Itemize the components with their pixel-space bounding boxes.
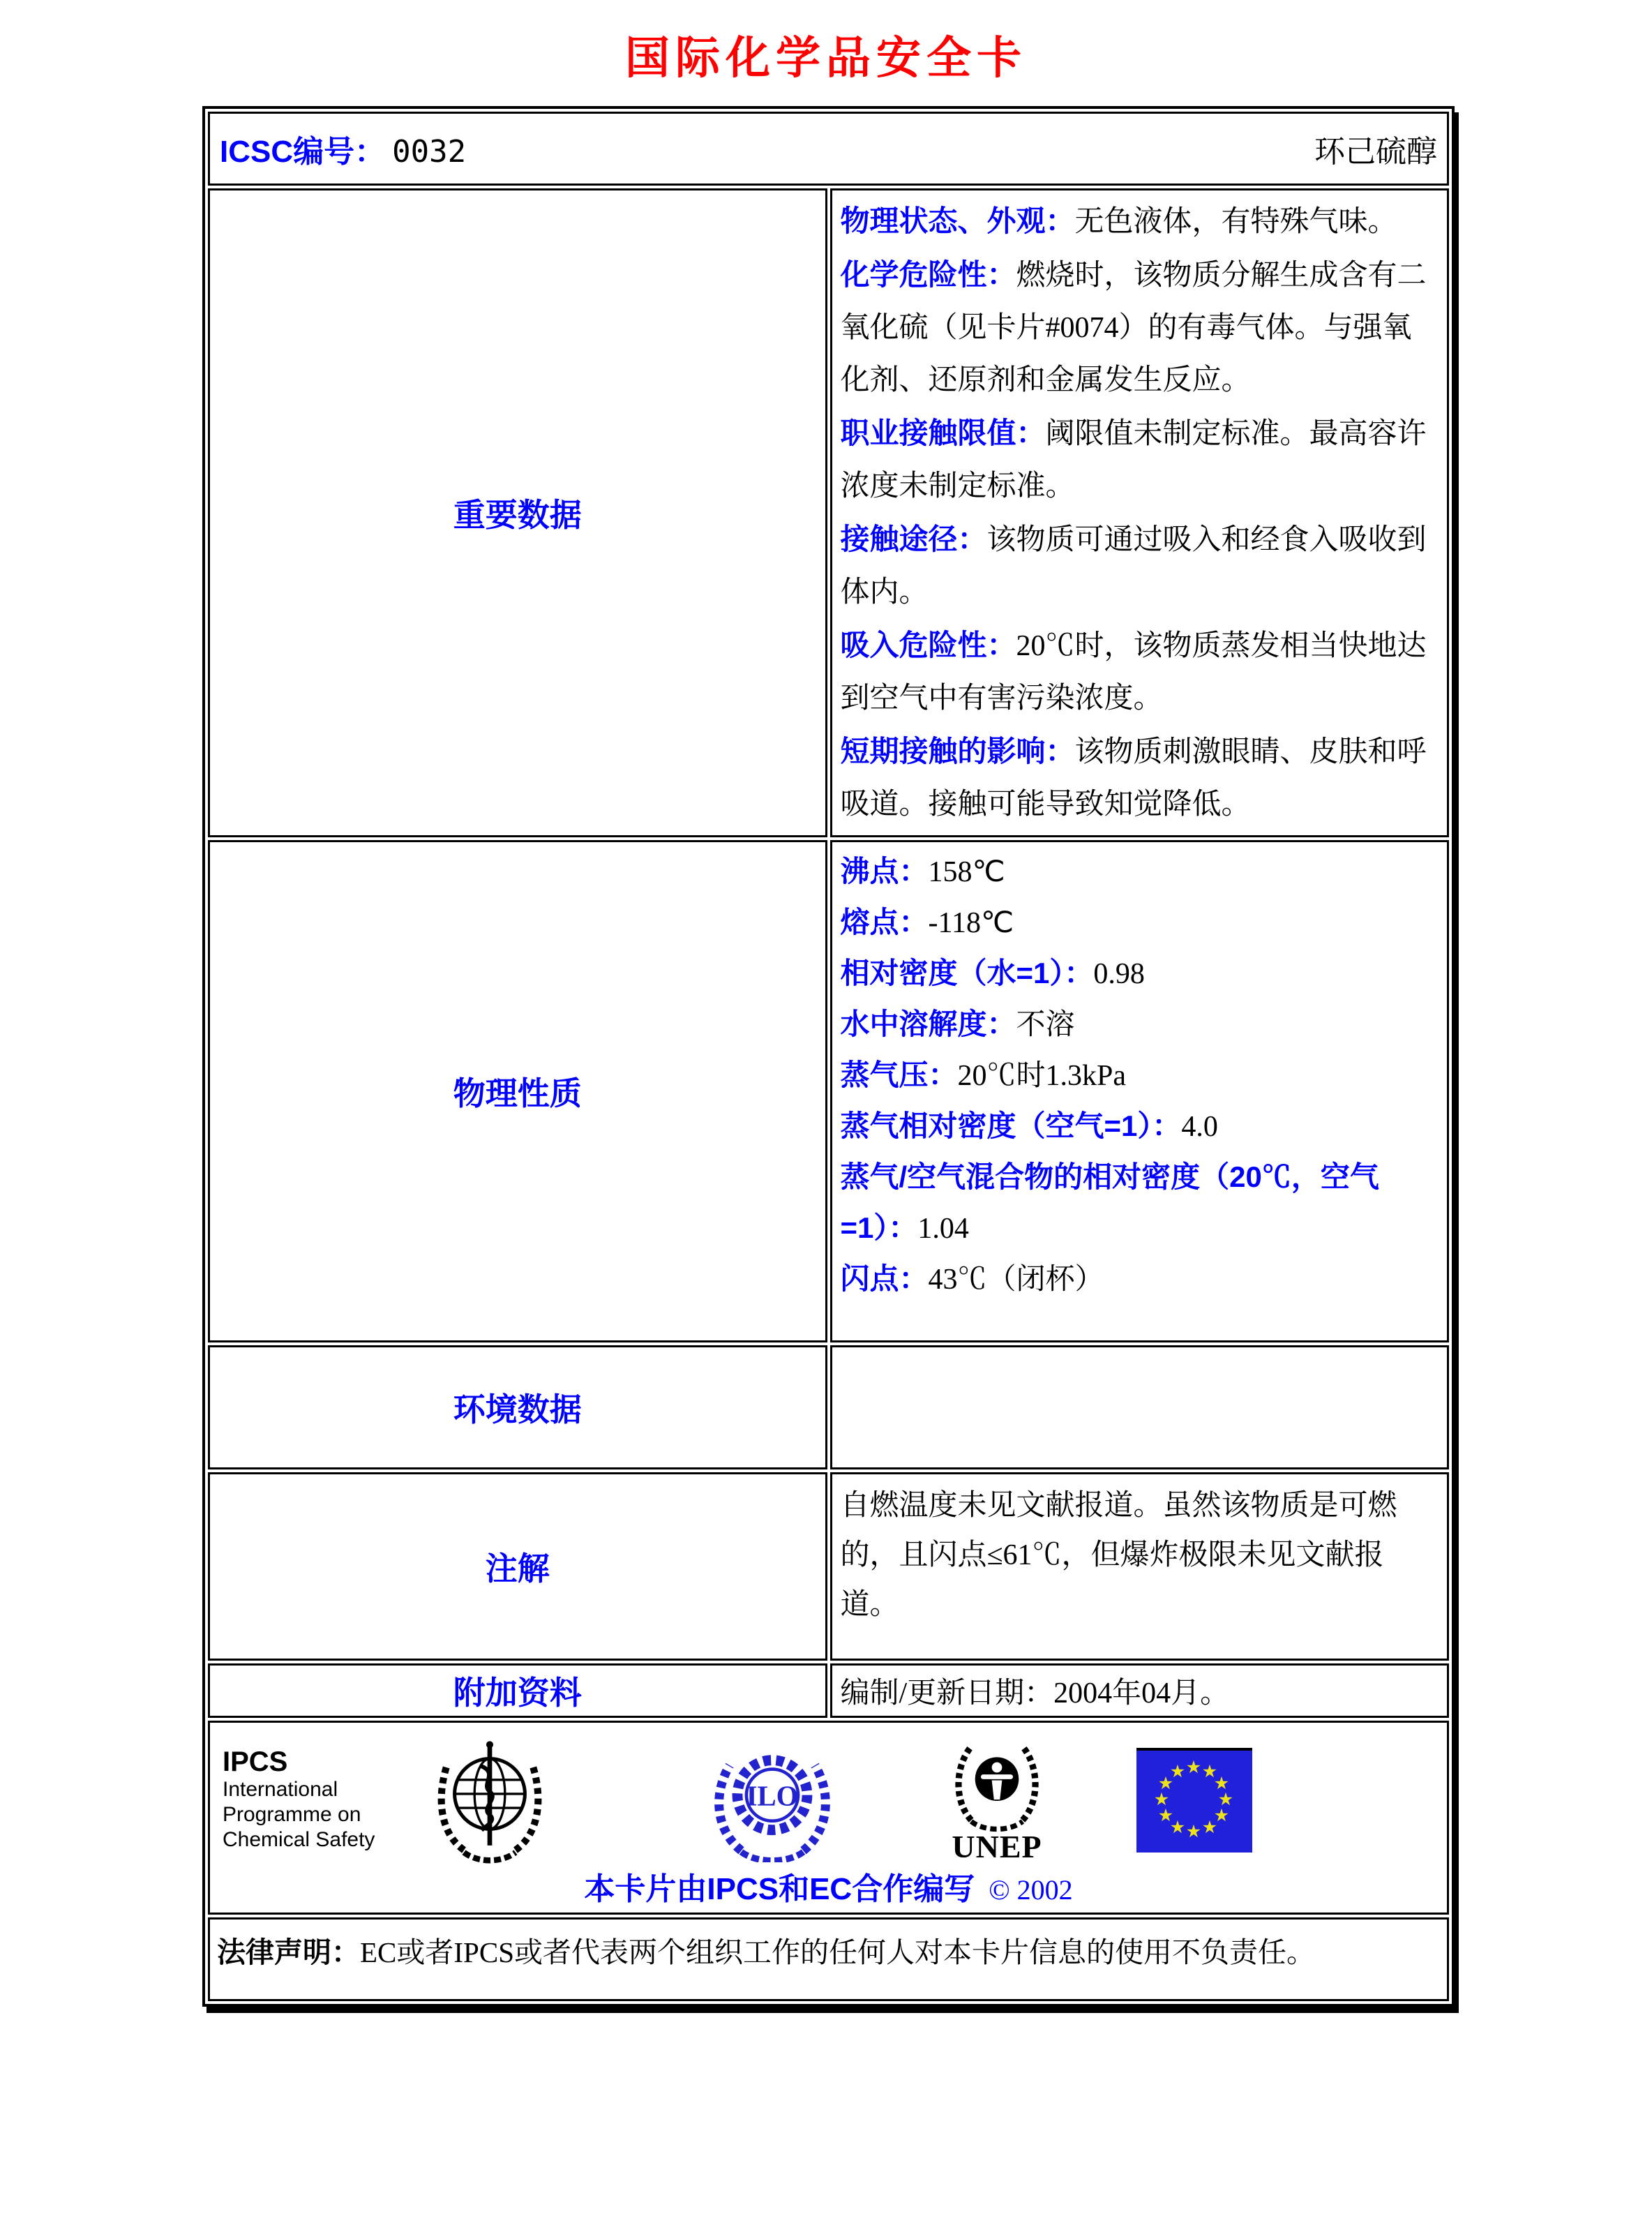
field-value: 20℃时，该物质蒸发相当快地达到空气中有害污染浓度。	[840, 630, 1427, 714]
ilo-letters: ILO	[746, 1780, 799, 1812]
field-label: 职业接触限值：	[840, 417, 1046, 449]
field-value: 该物质刺激眼睛、皮肤和呼吸道。接触可能导致知觉降低。	[840, 736, 1427, 821]
field-value: 1.04	[917, 1213, 969, 1245]
field-value: 158℃	[928, 856, 1005, 888]
field-value: 该物质可通过吸入和经食入吸收到体内。	[840, 524, 1427, 608]
field-flash-point	[841, 1254, 1439, 1305]
environmental-data-content	[830, 1345, 1450, 1469]
who-emblem-icon	[431, 1733, 548, 1869]
field-label: 蒸气相对密度（空气=1）：	[840, 1109, 1182, 1142]
field-value: 20℃时1.3kPa	[957, 1060, 1127, 1092]
notes-text: 自燃温度未见文献报道。虽然该物质是可燃的，且闪点≤61℃，但爆炸极限未见文献报道。	[840, 1490, 1397, 1621]
additional-info-row	[208, 1663, 1449, 1718]
field-relative-density	[841, 948, 1439, 999]
important-data-row	[208, 188, 1449, 837]
field-label: 接触途径：	[840, 523, 987, 555]
field-inhalation-risk	[841, 619, 1439, 725]
field-label: 蒸气压：	[840, 1058, 958, 1091]
field-vapor-relative-density	[841, 1101, 1439, 1152]
physical-properties-content	[830, 840, 1450, 1342]
icsc-number-label: ICSC编号： 0032	[220, 134, 467, 170]
section-label-physical-properties: 物理性质	[208, 840, 827, 1342]
field-value: 无色液体，有特殊气味。	[1074, 206, 1397, 238]
eu-flag-icon	[1136, 1748, 1252, 1853]
section-label-additional-info: 附加资料	[208, 1663, 827, 1718]
header-row	[208, 112, 1449, 186]
field-label: 物理状态、外观：	[840, 204, 1075, 237]
eu-star	[1201, 1819, 1218, 1836]
logos-strip	[210, 1723, 1447, 1913]
environmental-data-row	[208, 1345, 1449, 1469]
legal-text: EC或者IPCS或者代表两个组织工作的任何人对本卡片信息的使用不负责任。	[360, 1936, 1315, 1968]
eu-star	[1169, 1763, 1186, 1780]
chemical-name: 环己硫醇	[1314, 135, 1437, 169]
important-data-content	[830, 188, 1450, 837]
field-boiling-point	[841, 846, 1439, 897]
notes-content	[830, 1472, 1450, 1661]
legal-notice	[208, 1917, 1449, 2001]
field-value: -118℃	[928, 907, 1014, 939]
page-title: 国际化学品安全卡	[625, 33, 1027, 83]
field-label: 吸入危险性：	[840, 629, 1016, 661]
ipcs-wordmark: IPCS International Programme on Chemical Safety	[223, 1746, 375, 1851]
icsc-card-table	[202, 106, 1455, 2007]
field-value: 4.0	[1181, 1111, 1218, 1143]
field-label: 相对密度（水=1）：	[840, 957, 1094, 989]
field-short-term-effects	[841, 725, 1439, 831]
legal-label: 法律声明：	[217, 1936, 360, 1968]
eu-star	[1185, 1759, 1202, 1776]
notes-row	[208, 1472, 1449, 1661]
eu-star	[1157, 1807, 1174, 1824]
field-vapor-air-mixture-density	[841, 1152, 1439, 1254]
field-value: 燃烧时，该物质分解生成含有二氧化硫（见卡片#0074）的有毒气体。与强氧化剂、还原剂和金属发生反应。	[840, 260, 1427, 396]
field-value: 阈限值未制定标准。最高容许浓度未制定标准。	[840, 418, 1427, 502]
field-vapor-pressure	[841, 1050, 1439, 1101]
eu-star	[1185, 1823, 1202, 1840]
field-occupational-limit	[841, 407, 1439, 513]
field-physical-state	[841, 195, 1439, 248]
field-melting-point	[841, 897, 1439, 948]
legal-row	[208, 1917, 1449, 2001]
field-label: 闪点：	[840, 1262, 929, 1295]
field-label: 沸点：	[840, 855, 929, 888]
field-label: 短期接触的影响：	[840, 735, 1075, 768]
physical-properties-row	[208, 840, 1449, 1342]
update-date-text: 编制/更新日期：2004年04月。	[840, 1677, 1230, 1709]
field-value: 43℃（闭杯）	[928, 1264, 1104, 1296]
field-label: 熔点：	[840, 906, 929, 938]
unep-label: UNEP	[952, 1829, 1042, 1864]
section-label-environmental-data: 环境数据	[208, 1345, 827, 1469]
cooperation-caption: 本卡片由IPCS和EC合作编写	[584, 1872, 975, 1906]
eu-star	[1153, 1791, 1170, 1808]
additional-info-content	[830, 1663, 1450, 1718]
field-value: 不溶	[1016, 1009, 1075, 1041]
logos-row	[208, 1721, 1449, 1915]
copyright-text: © 2002	[989, 1874, 1073, 1906]
field-label: 水中溶解度：	[840, 1008, 1016, 1040]
ilo-emblem-icon	[707, 1739, 837, 1862]
field-label: 蒸气/空气混合物的相对密度（20℃，空气=1）：	[840, 1160, 1379, 1244]
field-label: 化学危险性：	[840, 258, 1016, 291]
field-chemical-danger	[841, 248, 1439, 407]
field-value: 0.98	[1093, 958, 1145, 990]
icsc-number-value: 0032	[392, 134, 467, 170]
section-label-important-data: 重要数据	[208, 188, 827, 837]
section-label-notes: 注解	[208, 1472, 827, 1661]
field-exposure-routes	[841, 513, 1439, 619]
field-water-solubility	[841, 999, 1439, 1050]
unep-emblem-icon	[952, 1735, 1042, 1864]
footer-caption	[210, 1864, 1447, 1908]
